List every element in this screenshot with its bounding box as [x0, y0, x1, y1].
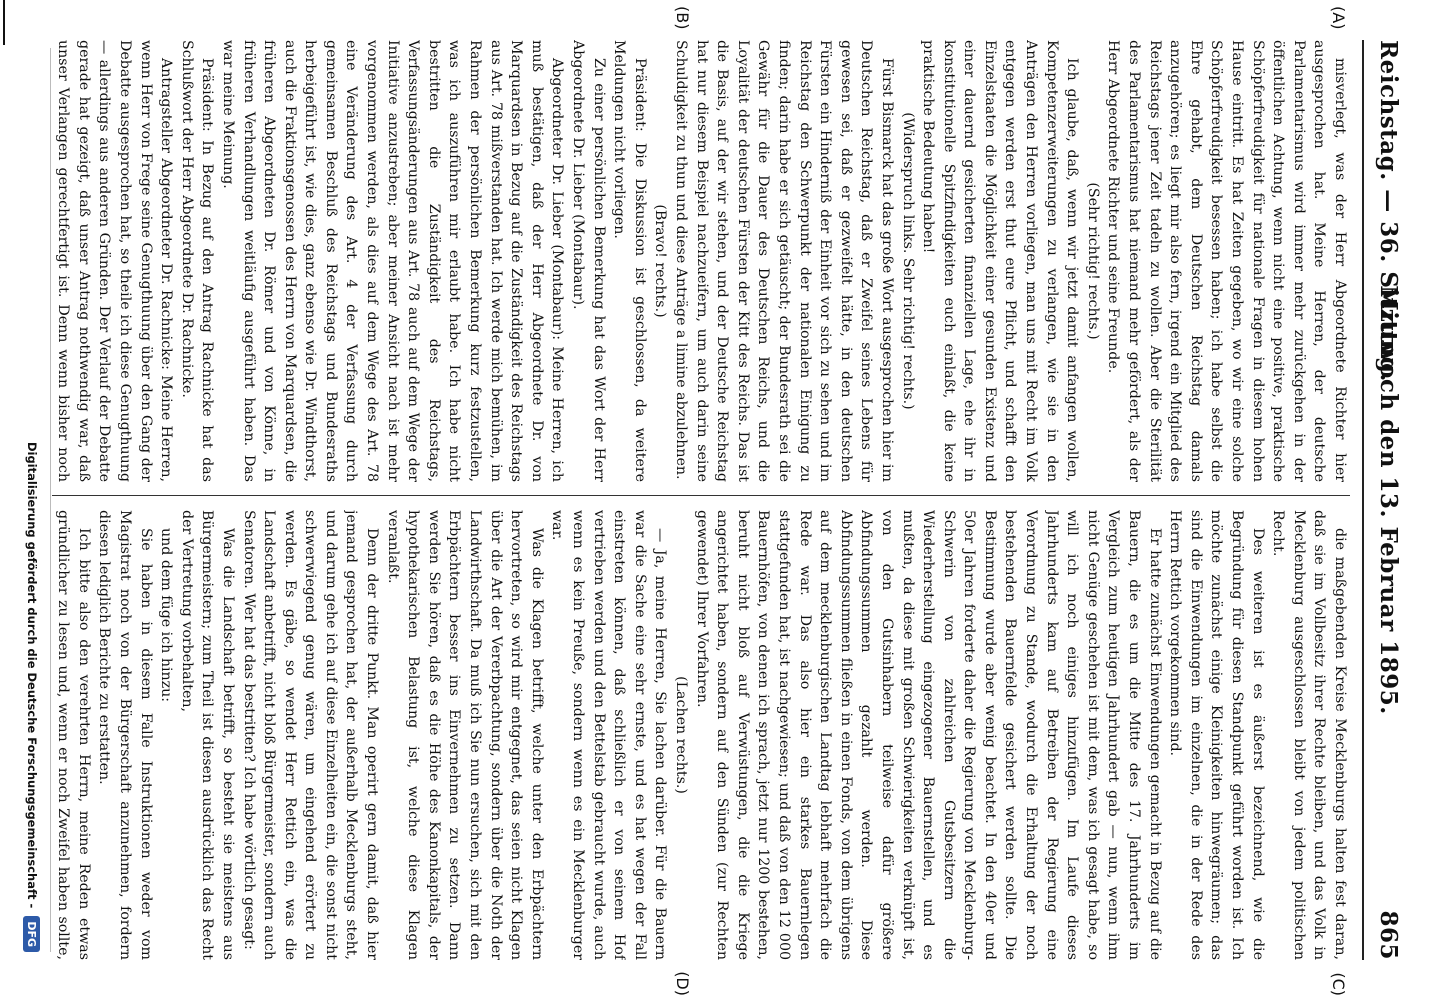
interjection: (Sehr richtig! rechts.)	[1084, 182, 1101, 340]
page-header	[1368, 40, 1408, 960]
interjection: (Bravo! rechts.)	[652, 204, 669, 318]
paragraph: und dem füge ich hinzu:	[158, 528, 175, 703]
column-divider	[52, 495, 1350, 496]
paragraph: Abgeordneter Dr. Lieber (Montabaur): Meine Herren, ich muß bestätigen, daß der Herr Abgeordnete Dr. von Marquardsen in Bezug auf die Zuständigkeit des Reichstags aus Art. 78 mißverstanden hat. Ich werde mich bemühen, im Rahmen der persönlichen Bemerkung kurz festzustellen, was ich auszuführen mir erlaubt habe. Ich habe nicht bestritten die Zuständigkeit des Reichstags, Verfassungsänderungen aus Art. 78 auch auf dem Wege der Initiative anzustreben; aber meiner Ansicht nach ist mehr vorgenommen werden, als dies auf dem Wege des Art. 78 eine Veränderung des Art. 4 der Verfassung durch gemeinsamen Beschluß des Reichstags und Bundesraths herbeigeführt ist, wie dies, ganz ebenso wie Dr. Windthorst, auch die Fraktionsgenossen des Herrn von Marquardsen, die früheren Abgeordneten Dr. Römer und von Könne, in früheren Verhandlungen weitläufig ausgeführt haben. Das war meine Meinung.	[219, 40, 566, 482]
quotation: Was die Landschaft betrifft, so besteht sie meistens aus Bürgermeistern; zum Theil ist diesen ausdrücklich das Recht der Vertretung vorbehalten,	[178, 510, 236, 960]
paragraph: Präsident: In Bezug auf den Antrag Rachnicke hat das Schlußwort der Herr Abgeordnete Dr. Rachnicke.	[178, 40, 216, 482]
dfg-logo: DFG	[23, 916, 40, 952]
paragraph: Was die Klagen betrifft, welche unter den Erbpächtern hervortreten, so wird mir entgegnet, das seien nicht Klagen über die Art der Vererbpachtung, sondern über die Noth der Landwirthschaft. Da muß ich Sie nun ersuchen, sich mit den Erbpächtern besser ins Einvernehmen zu setzen. Dann werden Sie hören, daß es die Höhe des Kanonkapitals, der hypothekarischen Belastung ist, welche diese Klagen veranlaßt.	[384, 510, 545, 960]
paragraph: Des weiteren ist es äußerst bezeichnend, wie die Begründung für diesen Standpunkt geführt worden ist. Ich möchte zunächst einige Kleinigkeiten hinwegräumen; das sind die Einwendungen im einzelnen, die in der Rede des Herrn Rettich vorgekommen sind.	[1167, 510, 1266, 960]
right-column	[52, 510, 1350, 960]
paragraph: die maßgebenden Kreise Mecklenburgs halten fest daran, daß sie im Vollbesitz ihrer Rechte bleiben, und das Volk in Mecklenburg ausgeschlossen bleibt von jedem politischen Recht.	[1270, 510, 1348, 960]
digitization-footer	[8, 48, 51, 952]
paragraph: — Ja, meine Herren, Sie lachen darüber. Für die Bauern war die Sache eine sehr ernste, und es hat wegen der Fall einstreten können, daß schließlich er von seinem Hof vertrieben werden und den Bettelstab gebraucht wurde, auch wenn es kein Preuße, sondern wenn es ein Mecklenburger war.	[549, 510, 669, 960]
header-rule	[1362, 40, 1364, 960]
paragraph: Antragsteller Abgeordneter Dr. Rachnicke: Meine Herren, wenn Herr von Frege seine Genugthuung über den Gang der Debatte ausgesprochen hat, so theile ich diese Genugthuung — allerdings aus anderen Gründen. Der Verlauf der Debatte gerade hat gezeigt, daß unser Antrag nothwendig war, daß unser Verlangen gerechtfertigt ist. Denn wenn bisher noch	[55, 40, 175, 482]
paragraph: Er hatte zunächst Einwendungen gemacht in Bezug auf die Bauern, die es um die Mitte des 17. Jahrhunderts im Vergleich zum heutigen Jahrhundert gab — nun, wenn ihm nicht Genüge geschehen ist mit dem, was ich gesagt habe, so will ich noch einiges hinzufügen. Im Laufe dieses Jahrhunderts kam auf Betreiben der Regierung eine Verordnung zu Stande, wodurch die Erhaltung der noch bestehenden Bauernfelde gesichert werden sollte. Die Bestimmung wurde aber wenig beachtet. In den 40er und 50er Jahren forderte daher die Regierung von Mecklenburg-Schwerin von zahlreichen Gutsbesitzern die Wiederherstellung eingezogener Bauernstellen, und es mußten, da diese mit großen Schwierigkeiten verknüpft ist, von den Gutsinhabern teilweise dafür größere Abfindungssummen gezahlt werden. Diese Abfindungssummen fließen in einen Fonds, von dem übrigens auf dem mecklenburgischen Landtag lebhaft mehrfach die Rede war. Das also hier ein starkes Bauernlegen stattgefunden hat, ist nachgewiesen; und daß von den 12 000 Bauernhöfen, von denen ich sprach, jetzt nur 1200 bestehen, beruht nicht bloß auf Verwüstungen, die die Kriege angerichtet haben, sondern auf den Sünden (zur Rechten gewendet) Ihrer Vorfahren.	[693, 510, 1163, 960]
paragraph: Ich glaube, daß, wenn wir jetzt damit anfangen wollen, Kompetenzerweiterungen zu verlangen, wie sie in den Anträgen den Herren vorliegen, man uns mit Recht im Volk entgegen werden erst thut eure Pflicht, und schafft den Einzelstaaten die Möglichkeit einer gesunden Existenz und einer dauernd gesicherten finanziellen Lage, ehe ihr in konstitutionelle Spitzfindigkeiten euch einlaßt, die keine praktische Bedeutung haben!	[920, 40, 1081, 482]
paragraph: Ich bitte also den verehrten Herrn, meine Reden etwas gründlicher zu lesen und, wenn er noch Zweifel haben sollte,	[55, 510, 92, 960]
footer-text: Digitalisierung gefördert durch die Deutsche Forschungsgemeinschaft -	[25, 441, 39, 909]
interjection: (Widerspruch links. Sehr richtig! rechts.)	[899, 112, 916, 410]
paragraph: misverlegt, was der Herr Abgeordnete Richter hier ausgesprochen hat. Meine Herren, der deutsche Parlamentarismus wird immer mehr zurückgehen in der öffentlichen Achtung, wenn nicht eine positive, praktische Schöpferfreudigkeit für nationale Fragen in diesem hohen Hause eintritt. Es hat Zeiten gegeben, wo wir eine solche Schöpferfreudigkeit besessen haben; ich habe selbst die Ehre gehabt, dem Deutschen Reichstag damals anzugehören; es liegt mir also fern, irgend ein Mitglied des Reichstags jener Zeit tadeln zu wollen. Aber die Sterilität des Parlamentarismus hat niemand mehr gefördert, als der Herr Abgeordnete Richter und seine Freunde.	[1105, 40, 1348, 482]
paragraph: Denn der dritte Punkt. Man operirt gern damit, daß hier jemand gesprochen hat, der außerhalb Mecklenburgs steht, und darum gehe ich auf diese Einzelheiten ein, die sonst nicht schwerwiegend genug wären, um eingehend erörtert zu werden. Es gäbe, so wendet Herr Rettich ein, was die Landschaft anbetrifft, nicht bloß Bürgermeister, sondern auch Senatoren. Wer hat das bestritten? Ich habe wörtlich gesagt:	[240, 510, 381, 960]
interjection: (Lachen rechts.)	[673, 676, 689, 794]
paragraph: Präsident: Die Diskussion ist geschlossen, da weitere Meldungen nicht vorliegen.	[611, 40, 648, 482]
paragraph: Fürst Bismarck hat das große Wort ausgesprochen hier im Deutschen Reichstag, daß er Zweifel seines Lebens für gewesen sei, daß er gezweifelt hätte, in den deutschen Fürsten ein Hinderniß der Einheit vor sich zu sehen und im Reichstag den Schwerpunkt der nationalen Einigung zu finden; darin habe er sich getäuscht; der Bundesrath sei die Gewähr für die Dauer des Deutschen Reichs, und die Loyalität der deutschen Fürsten der Kitt des Reichs. Das ist die Basis, auf der wir stehen, und der Deutsche Reichstag hat nur diesem Beispiel nachzueifern, um auch darin seine Schuldigkeit zu thun und diese Anträge a limine abzulehnen.	[673, 40, 895, 482]
margin-letter-d: (D)	[673, 971, 692, 996]
quotation: Sie haben in diesem Falle Instruktionen weder vom Magistrat noch von der Bürgerschaft anzunehmen, fordern diesen lediglich Berichte zu erstatten.	[96, 510, 154, 960]
text-columns	[52, 40, 1350, 960]
left-column	[52, 40, 1350, 482]
margin-letter-a: (A)	[1329, 6, 1348, 30]
margin-letter-b: (B)	[673, 6, 692, 30]
margin-letter-c: (C)	[1329, 972, 1348, 996]
page-number: 865	[1375, 910, 1402, 960]
paragraph: Zu einer persönlichen Bemerkung hat das Wort der Herr Abgeordnete Dr. Lieber (Montabaur).	[570, 40, 607, 482]
header-left: Reichstag. — 36. Sitzung.	[1375, 40, 1402, 382]
header-date: Mittwoch den 13. Februar 1895.	[1375, 285, 1402, 715]
